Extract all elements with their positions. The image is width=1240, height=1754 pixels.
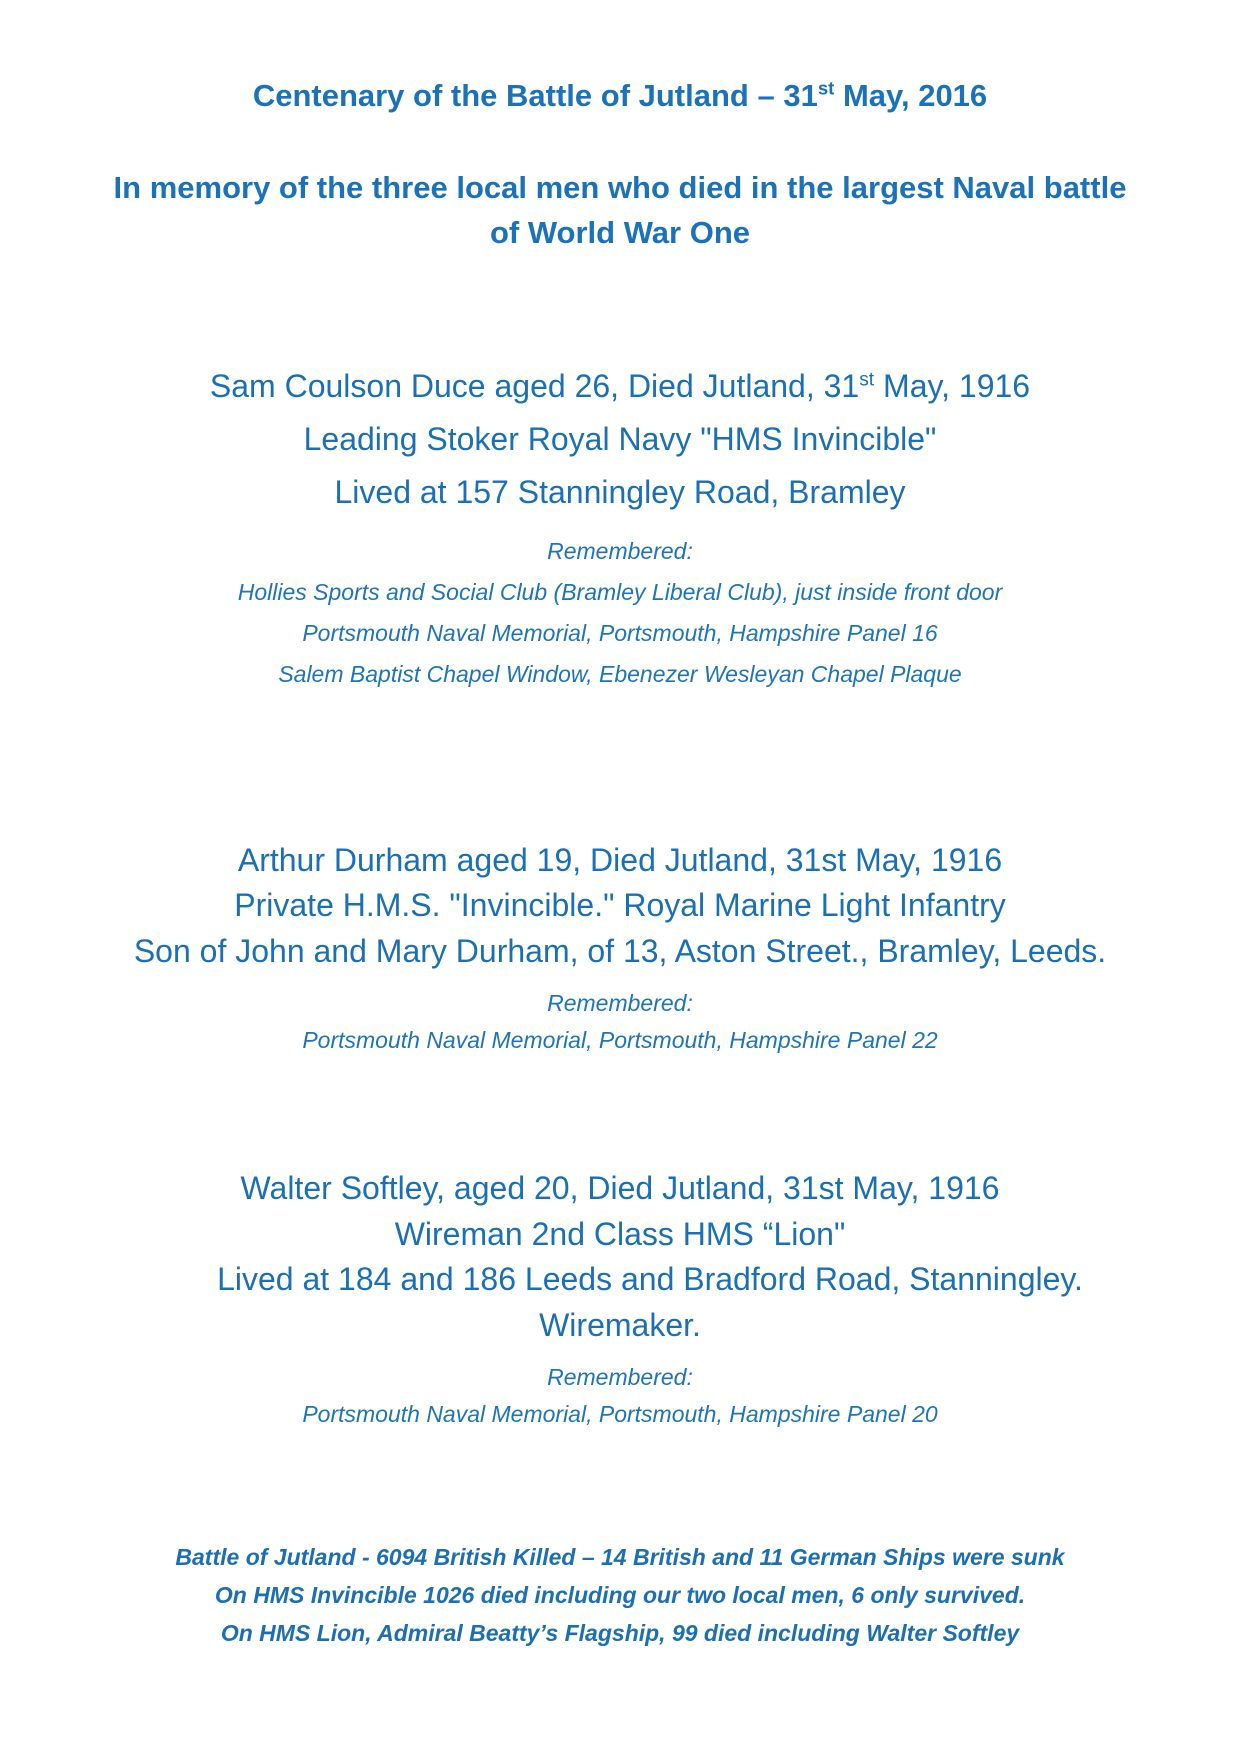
man-1-remembered-1: Hollies Sports and Social Club (Bramley Liberal Club), just inside front door: [237, 579, 1003, 605]
subtitle-line-2: of World War One: [489, 215, 751, 250]
man-1-rank: Leading Stoker Royal Navy "HMS Invincible": [303, 421, 937, 457]
title-date: May, 2016: [834, 78, 988, 113]
man-3-address: Lived at 184 and 186 Leeds and Bradford Road, Stanningley.: [217, 1261, 1083, 1297]
man-1-remembered-3: Salem Baptist Chapel Window, Ebenezer Wesleyan Chapel Plaque: [278, 661, 962, 687]
man-1-name: [0, 368, 1240, 405]
page-title: [0, 78, 1240, 114]
man-1-address: Lived at 157 Stanningley Road, Bramley: [334, 474, 906, 510]
man-3-remembered-1: Portsmouth Naval Memorial, Portsmouth, Hampshire Panel 20: [302, 1401, 938, 1427]
subtitle-line-1: In memory of the three local men who died in the largest Naval battle: [113, 170, 1127, 205]
man-1-date: May, 1916: [874, 368, 1031, 404]
man-2-remembered-1: Portsmouth Naval Memorial, Portsmouth, Hampshire Panel 22: [302, 1027, 938, 1053]
man-1-ordinal: st: [859, 369, 875, 391]
footer-line-1: Battle of Jutland - 6094 British Killed – 14 British and 11 German Ships were sunk: [175, 1544, 1065, 1570]
man-3-occupation: Wiremaker.: [539, 1307, 701, 1343]
title-ordinal: st: [817, 77, 835, 99]
man-2-name: Arthur Durham aged 19, Died Jutland, 31st May, 1916: [237, 842, 1003, 878]
title-text: Centenary of the Battle of Jutland – 31: [252, 78, 818, 113]
man-1-remembered-label: Remembered:: [547, 538, 693, 564]
footer-line-2: On HMS Invincible 1026 died including our two local men, 6 only survived.: [214, 1582, 1026, 1608]
man-3-rank: Wireman 2nd Class HMS “Lion": [394, 1216, 846, 1252]
man-3-remembered-label: Remembered:: [547, 1364, 693, 1390]
man-1-remembered-2: Portsmouth Naval Memorial, Portsmouth, Hampshire Panel 16: [302, 620, 938, 646]
footer-line-3: On HMS Lion, Admiral Beatty’s Flagship, 99 died including Walter Softley: [220, 1620, 1020, 1646]
man-3-name: Walter Softley, aged 20, Died Jutland, 31st May, 1916: [240, 1170, 1000, 1206]
man-2-remembered-label: Remembered:: [547, 990, 693, 1016]
man-2-rank: Private H.M.S. "Invincible." Royal Marine Light Infantry: [234, 887, 1006, 923]
man-1-name-text: Sam Coulson Duce aged 26, Died Jutland, 31: [209, 368, 860, 404]
man-2-family: Son of John and Mary Durham, of 13, Aston Street., Bramley, Leeds.: [133, 933, 1107, 969]
